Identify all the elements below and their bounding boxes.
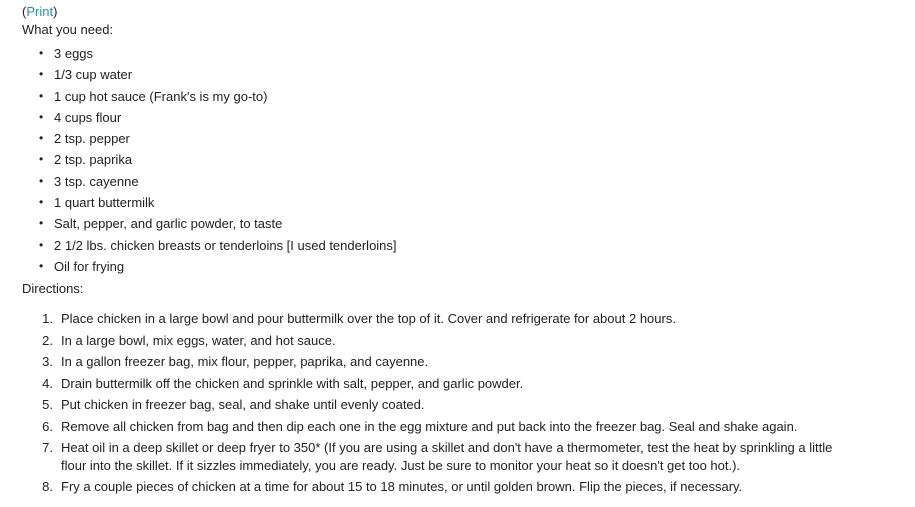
- ingredient-text: 1 cup hot sauce (Frank's is my go-to): [54, 88, 268, 104]
- print-close-paren: ): [53, 4, 58, 19]
- direction-step: [22, 439, 861, 474]
- step-number: 4.: [42, 375, 53, 391]
- bullet-icon: •: [39, 67, 44, 82]
- ingredient-item: [22, 235, 902, 256]
- direction-step: [22, 310, 861, 328]
- ingredient-item: [22, 256, 902, 277]
- step-text: Fry a couple pieces of chicken at a time for about 15 to 18 minutes, or until golden brown. Flip the pieces, if necessary.: [61, 479, 743, 495]
- ingredient-item: [22, 171, 902, 192]
- ingredient-text: Salt, pepper, and garlic powder, to taste: [54, 216, 283, 232]
- ingredient-text: 2 1/2 lbs. chicken breasts or tenderloins [I used tenderloins]: [54, 237, 397, 253]
- ingredient-text: Oil for frying: [54, 258, 125, 274]
- step-number: 1.: [42, 311, 53, 327]
- ingredient-text: 1 quart buttermilk: [54, 195, 155, 211]
- step-number: 2.: [42, 332, 53, 348]
- direction-step: [22, 332, 861, 350]
- ingredients-list: [22, 43, 902, 277]
- print-open-paren: (: [22, 4, 27, 19]
- step-number: 8.: [42, 479, 53, 495]
- bullet-icon: •: [39, 46, 44, 60]
- direction-step: [22, 396, 861, 414]
- ingredient-text: 4 cups flour: [54, 109, 122, 125]
- step-number: 3.: [42, 354, 53, 370]
- bullet-icon: •: [39, 258, 44, 273]
- ingredient-text: 3 eggs: [54, 46, 94, 61]
- step-text: Drain buttermilk off the chicken and sprinkle with salt, pepper, and garlic powder.: [61, 375, 524, 391]
- recipe-content: [22, 3, 902, 500]
- ingredient-item: [22, 213, 902, 234]
- direction-step: [22, 478, 861, 496]
- ingredient-text: 2 tsp. pepper: [54, 131, 130, 147]
- ingredient-text: 3 tsp. cayenne: [54, 173, 139, 189]
- ingredient-item: [22, 107, 902, 128]
- ingredient-item: [22, 192, 902, 213]
- step-text: In a large bowl, mix eggs, water, and hot sauce.: [61, 332, 336, 348]
- direction-step: [22, 353, 861, 371]
- ingredients-heading: What you need:: [22, 22, 114, 37]
- step-number: 6.: [42, 418, 53, 434]
- bullet-icon: •: [39, 131, 44, 146]
- step-text: Put chicken in freezer bag, seal, and shake until evenly coated.: [61, 397, 425, 413]
- bullet-icon: •: [39, 195, 44, 210]
- ingredient-text: 2 tsp. paprika: [54, 152, 133, 168]
- bullet-icon: •: [39, 173, 44, 188]
- directions-heading: Directions:: [22, 281, 84, 297]
- step-text: Heat oil in a deep skillet or deep fryer to 350* (If you are using a skillet and don't have a thermometer, test the heat by sprinkling a little flour into the skillet. If it sizzles immediately, you are ready. Just be sure to monitor your heat so it doesn't get too hot.).: [61, 440, 833, 473]
- ingredient-item: [22, 43, 902, 64]
- print-row: [22, 3, 902, 21]
- ingredient-item: [22, 86, 902, 107]
- directions-list: [22, 310, 902, 496]
- step-number: 5.: [42, 397, 53, 413]
- ingredient-item: [22, 64, 902, 85]
- step-text: In a gallon freezer bag, mix flour, pepper, paprika, and cayenne.: [61, 354, 429, 370]
- step-text: Remove all chicken from bag and then dip each one in the egg mixture and put back into the freezer bag. Seal and shake again.: [61, 418, 798, 434]
- step-number: 7.: [42, 440, 53, 456]
- ingredient-item: [22, 149, 902, 170]
- direction-step: [22, 375, 861, 393]
- bullet-icon: •: [39, 88, 44, 103]
- ingredient-text: 1/3 cup water: [54, 67, 133, 83]
- bullet-icon: •: [39, 216, 44, 231]
- step-text: Place chicken in a large bowl and pour buttermilk over the top of it. Cover and refrigerate for about 2 hours.: [61, 311, 676, 327]
- bullet-icon: •: [39, 109, 44, 124]
- ingredient-item: [22, 128, 902, 149]
- bullet-icon: •: [39, 237, 44, 252]
- print-link[interactable]: Print: [26, 4, 54, 19]
- direction-step: [22, 418, 861, 436]
- bullet-icon: •: [39, 152, 44, 167]
